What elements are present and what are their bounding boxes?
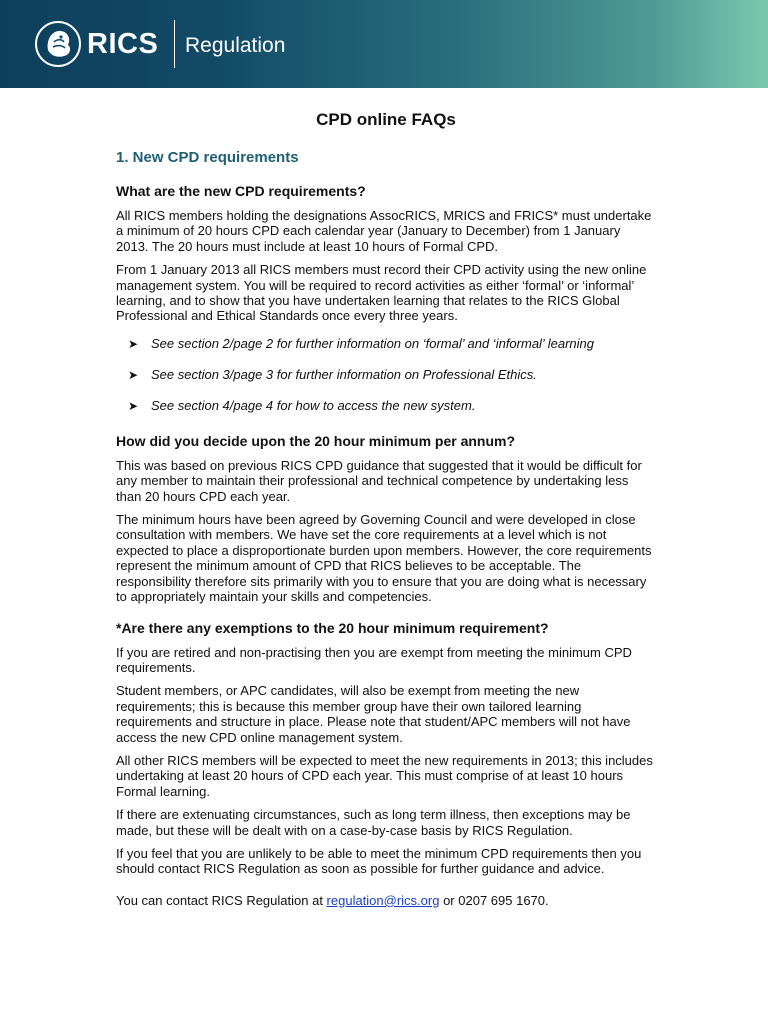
header-banner	[0, 0, 768, 88]
paragraph: If you feel that you are unlikely to be able to meet the minimum CPD requirements then you should contact RICS Regulation as soon as possible for further guidance and advice.	[116, 845, 642, 877]
brand-divider	[174, 20, 175, 68]
paragraph: If there are extenuating circumstances, such as long term illness, then exceptions may be made, but these will be dealt with on a case-by-case basis by RICS Regulation.	[116, 807, 631, 838]
list-item-text: See section 4/page 4 for how to access the new system.	[151, 397, 476, 413]
list-item	[116, 367, 656, 383]
question-heading: How did you decide upon the 20 hour minimum per annum?	[116, 432, 516, 449]
paragraph: Student members, or APC candidates, will also be exempt from meeting the new requirements; this is because this member group have their own tailored learning requirements and structure in place. Please note that student/APC members will not have access the new CPD online management system.	[116, 683, 631, 745]
question-heading: *Are there any exemptions to the 20 hour minimum requirement?	[116, 619, 549, 636]
email-link[interactable]: regulation@rics.org	[326, 892, 440, 908]
arrowhead-bullet-icon: ➤	[128, 398, 139, 413]
contact-suffix: or 0207 695 1670.	[439, 892, 549, 908]
brand-name: RICS	[87, 28, 159, 60]
list-item-text: See section 2/page 2 for further information on ‘formal’ and ‘informal’ learning	[151, 335, 594, 351]
paragraph: All other RICS members will be expected to meet the new requirements in 2013; this includes undertaking at least 20 hours of CPD each year. This must comprise of at least 10 hours Formal learning.	[116, 752, 653, 799]
contact-prefix: You can contact RICS Regulation at	[116, 892, 327, 908]
paragraph: The minimum hours have been agreed by Governing Council and were developed in close consultation with members. We have set the core requirements at a level which is not expected to place a disproportionate burden upon members. However, the core requirements represent the minimum amount of CPD that RICS believes to be acceptable. The responsibility therefore sits primarily with you to ensure that you are doing what is necessary to appropriately maintain your skills and competencies.	[116, 512, 652, 605]
arrowhead-bullet-icon: ➤	[128, 336, 139, 351]
list-item	[116, 336, 656, 352]
list-item-text: See section 3/page 3 for further information on Professional Ethics.	[151, 366, 537, 382]
arrowhead-bullet-icon: ➤	[128, 367, 139, 382]
question-heading: What are the new CPD requirements?	[116, 183, 366, 199]
paragraph: This was based on previous RICS CPD guidance that suggested that it would be difficult for any member to maintain their professional and technical competence by undertaking less than 20 hours CPD each year.	[116, 457, 642, 504]
contact-line	[116, 893, 656, 908]
lion-crest-icon	[34, 20, 82, 68]
bullet-list	[116, 336, 656, 414]
paragraph: All RICS members holding the designations AssocRICS, MRICS and FRICS* must undertake a minimum of 20 hours CPD each calendar year (January to December) from 1 January 2013. The 20 hours must include at least 10 hours of Formal CPD.	[116, 208, 652, 254]
brand-subtitle: Regulation	[185, 34, 286, 57]
page-title: CPD online FAQs	[316, 110, 456, 129]
paragraph: If you are retired and non-practising then you are exempt from meeting the minimum CPD requirements.	[116, 644, 632, 675]
section-heading: 1. New CPD requirements	[116, 149, 299, 166]
paragraph: From 1 January 2013 all RICS members must record their CPD activity using the new online management system. You will be required to record activities as either ‘formal’ or ‘informal’ learning, and to show that you have undertaken learning that relates to the RICS Global Professional and Ethical Standards once every three years.	[116, 262, 647, 324]
document-body	[116, 108, 656, 916]
list-item	[116, 398, 656, 414]
